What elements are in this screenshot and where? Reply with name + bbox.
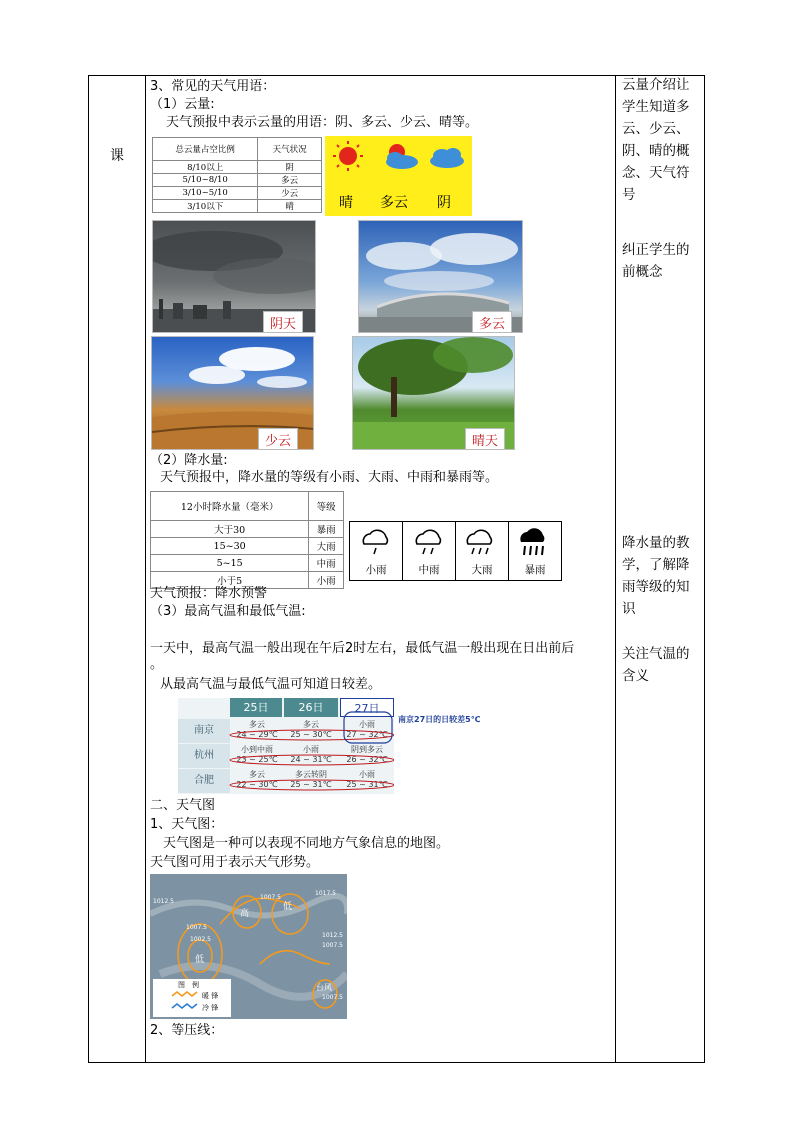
isobar-label: 1017.5 (315, 890, 336, 897)
lesson-stage-label: 课 (110, 148, 124, 164)
cloud-text: 天气预报中表示云量的用语：阴、多云、少云、晴等。 (166, 115, 479, 130)
isobar-label: 1007.5 (260, 894, 281, 901)
light-rain-cell (350, 522, 403, 580)
forecast-day-25: 25日 (230, 698, 282, 717)
heavy-rain-icon (456, 522, 508, 562)
forecast-city-nanjing: 南京 (178, 719, 230, 743)
note-preconception: 纠正学生的 前概念 (622, 242, 690, 280)
forecast-day-26: 26日 (284, 698, 338, 717)
moderate-rain-cell (403, 522, 456, 580)
legend-title: 图 例 (178, 981, 199, 989)
weather-symbol-icons (325, 136, 472, 186)
photo-cloudy (358, 220, 523, 333)
legend-cold-front: 冷 锋 (202, 1004, 219, 1012)
rainstorm-cell (509, 522, 561, 580)
temp-text: 一天中，最高气温一般出现在午后2时左右，最低气温一般出现在日出前后 (150, 641, 575, 656)
sun-icon (333, 141, 363, 171)
photo-label-overcast: 阴天 (263, 311, 303, 333)
weather-map-use: 天气图可用于表示天气形势。 (150, 855, 320, 870)
isobar-label: 1007.5 (322, 994, 343, 1001)
forecast-highlight-ovals (178, 698, 394, 794)
typhoon-label: 台风 (316, 983, 332, 992)
heavy-rain-cell (456, 522, 509, 580)
high-pressure-label: 高 (240, 909, 250, 919)
weather-map-def: 天气图是一种可以表现不同地方气象信息的地图。 (163, 836, 450, 851)
isobar-sub2: 2、等压线： (150, 1023, 224, 1038)
precip-text: 天气预报中，降水量的等级有小雨、大雨、中雨和暴雨等。 (160, 470, 499, 485)
isobar-label: 1007.5 (186, 924, 207, 931)
forecast-city-hangzhou: 杭州 (178, 744, 230, 768)
symbol-label-overcast: 阴 (437, 195, 451, 211)
column-divider-1 (145, 76, 146, 1062)
precip-table: 12小时降水量（毫米） 等级 大于30 暴雨 15~30 大雨 5~15 中雨 小于5 小雨 (150, 491, 344, 589)
low-pressure-label: 低 (283, 902, 293, 912)
note-precipitation: 降水量的教 学，了解降 雨等级的知 识 (622, 535, 690, 617)
moderate-rain-icon (403, 522, 455, 562)
legend-warm-front: 暖 锋 (202, 992, 219, 1000)
note-temperature: 关注气温的 含义 (622, 646, 690, 684)
rainstorm-icon (509, 522, 561, 562)
cloud-title: （1）云量: (150, 97, 215, 112)
photo-sunny (352, 336, 515, 450)
precip-title: （2）降水量: (150, 453, 228, 468)
column-divider-2 (615, 76, 616, 1062)
cloud-table: 总云量占空比例 天气状况 8/10以上 阴 5/10~8/10 多云 3/10~5/10 少云 3/10以下 晴 (152, 137, 322, 213)
rainstorm-label: 暴雨 (524, 564, 546, 576)
moderate-rain-label: 中雨 (418, 564, 440, 576)
temp-diff-text: 从最高气温与最低气温可知道日较差。 (160, 677, 382, 692)
weather-map-heading: 二、天气图 (150, 798, 216, 813)
note-cloud: 云量介绍让 学生知道多 云、少云、 阴、晴的概 念、天气符 号 (622, 77, 690, 203)
heavy-rain-label: 大雨 (471, 564, 493, 576)
isobar-label: 1007.5 (322, 942, 343, 949)
photo-label-cloudy: 多云 (472, 311, 512, 333)
light-rain-icon (350, 522, 402, 562)
low-pressure-label: 低 (195, 955, 205, 965)
precip-warning: 天气预报：降水预警 (150, 586, 268, 601)
weather-map-image (150, 874, 347, 1019)
forecast-table: 25日 26日 27日 南京 杭州 合肥 多云 24 ~ 29℃ 多云 25 ~ 30℃ 小雨 27 ~ 32℃ 小到中雨 23 ~ 25℃ 小雨 24 ~ 31℃ 阴到多云 26 ~ 32℃ 多云 22 ~ 30℃ 多云转阴 25 ~ 31℃ 小雨 25 ~ 31℃ (178, 698, 394, 794)
photo-label-sunny: 晴天 (465, 428, 505, 450)
photo-few-clouds (151, 336, 314, 450)
isobar-label: 1002.5 (190, 936, 211, 943)
symbol-label-cloudy: 多云 (380, 195, 408, 211)
overcast-icon (430, 148, 464, 168)
forecast-note: 南京27日的日较差5℃ (398, 715, 481, 724)
partly-cloudy-icon (386, 144, 418, 169)
weather-symbols-panel (325, 136, 472, 216)
temp-title: （3）最高气温和最低气温: (150, 604, 306, 619)
weather-map-sub1: 1、天气图： (150, 817, 224, 832)
photo-overcast (152, 220, 316, 333)
photo-label-few-clouds: 少云 (258, 428, 298, 450)
symbol-label-sunny: 晴 (339, 195, 353, 211)
rain-icons-strip (349, 521, 562, 581)
forecast-day-27: 27日 (340, 698, 394, 717)
temp-text-end: 。 (150, 657, 164, 672)
isobar-label: 1012.5 (322, 932, 343, 939)
section3-heading: 3、常见的天气用语： (150, 79, 276, 94)
forecast-city-hefei: 合肥 (178, 769, 230, 793)
light-rain-label: 小雨 (365, 564, 387, 576)
isobar-label: 1012.5 (153, 898, 174, 905)
